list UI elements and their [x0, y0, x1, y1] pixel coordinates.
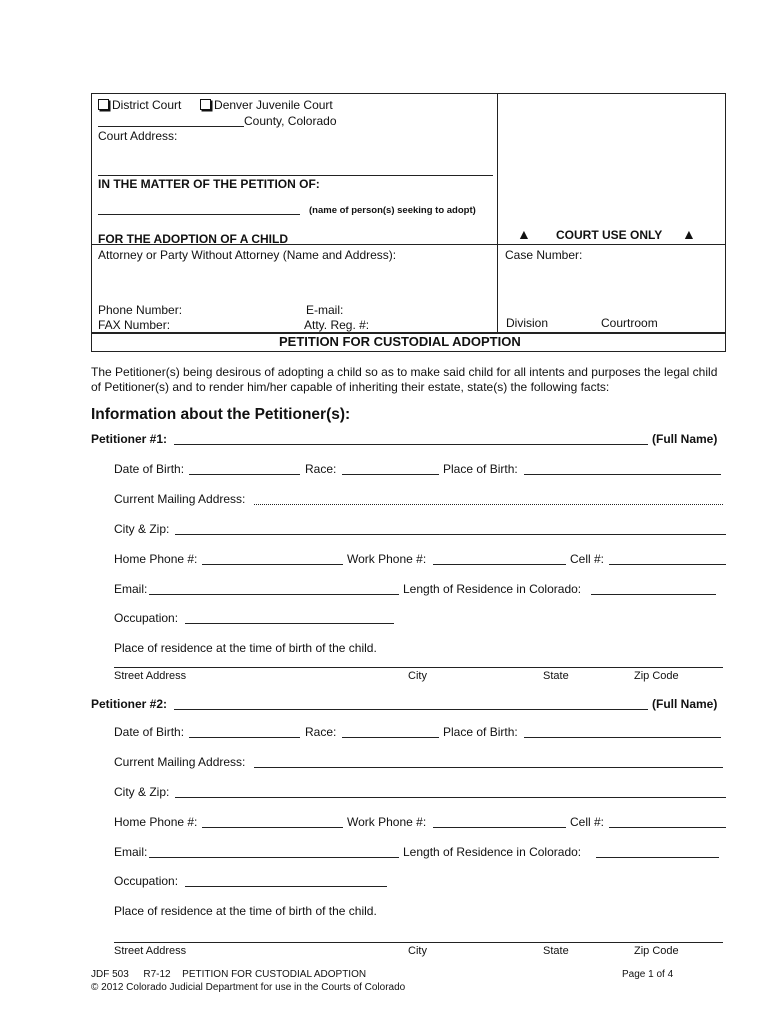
- dob-input[interactable]: [189, 737, 300, 738]
- mailing-input[interactable]: [254, 504, 723, 505]
- full-name-hint: (Full Name): [652, 697, 718, 711]
- place-residence-label: Place of residence at the time of birth of the child.: [114, 641, 377, 655]
- work-phone-input[interactable]: [433, 827, 566, 828]
- occupation-input[interactable]: [185, 886, 387, 887]
- court-address-label: Court Address:: [98, 129, 178, 143]
- petitioner-1-label: Petitioner #1:: [91, 432, 168, 446]
- city-label: City: [408, 945, 427, 957]
- place-residence-label: Place of residence at the time of birth of the child.: [114, 904, 377, 918]
- caption-divider-vertical: [497, 93, 498, 332]
- email-label: Email:: [114, 582, 148, 596]
- email-input[interactable]: [149, 857, 399, 858]
- cell-label: Cell #:: [570, 552, 605, 566]
- cell-label: Cell #:: [570, 815, 605, 829]
- home-phone-input[interactable]: [202, 564, 343, 565]
- occupation-label: Occupation:: [114, 611, 179, 625]
- race-label: Race:: [305, 725, 337, 739]
- court-use-only: COURT USE ONLY: [556, 228, 663, 242]
- occupation-input[interactable]: [185, 623, 394, 624]
- race-label: Race:: [305, 462, 337, 476]
- county-input-line[interactable]: [98, 126, 244, 127]
- pob-input[interactable]: [524, 474, 721, 475]
- street-address-label: Street Address: [114, 945, 187, 957]
- dob-input[interactable]: [189, 474, 300, 475]
- section-title: Information about the Petitioner(s):: [91, 406, 351, 423]
- petitioner-2-label: Petitioner #2:: [91, 697, 168, 711]
- city-zip-label: City & Zip:: [114, 785, 170, 799]
- fax-label: FAX Number:: [98, 318, 171, 332]
- pob-label: Place of Birth:: [443, 462, 518, 476]
- county-label: County, Colorado: [244, 114, 337, 128]
- pob-input[interactable]: [524, 737, 721, 738]
- adoption-of-child: FOR THE ADOPTION OF A CHILD: [98, 232, 288, 246]
- city-zip-input[interactable]: [175, 534, 726, 535]
- city-zip-label: City & Zip:: [114, 522, 170, 536]
- up-triangle-icon: ▲: [517, 226, 531, 242]
- pob-label: Place of Birth:: [443, 725, 518, 739]
- race-input[interactable]: [342, 737, 439, 738]
- dob-label: Date of Birth:: [114, 462, 185, 476]
- street-address-label: Street Address: [114, 670, 187, 682]
- mailing-label: Current Mailing Address:: [114, 755, 246, 769]
- zip-code-label: Zip Code: [634, 670, 679, 682]
- cell-input[interactable]: [609, 564, 726, 565]
- residence-label: Length of Residence in Colorado:: [403, 582, 582, 596]
- work-phone-input[interactable]: [433, 564, 566, 565]
- matter-title: IN THE MATTER OF THE PETITION OF:: [98, 177, 320, 191]
- home-phone-label: Home Phone #:: [114, 552, 198, 566]
- form-id: JDF 503: [91, 969, 129, 980]
- district-court-checkbox[interactable]: [98, 99, 109, 110]
- division-label: Division: [506, 316, 549, 330]
- state-label: State: [543, 670, 569, 682]
- attorney-label: Attorney or Party Without Attorney (Name and Address):: [98, 248, 397, 262]
- residence-input[interactable]: [591, 594, 716, 595]
- petitioner-name-line[interactable]: [98, 214, 300, 215]
- home-phone-label: Home Phone #:: [114, 815, 198, 829]
- email-label: E-mail:: [306, 303, 344, 317]
- intro-paragraph: The Petitioner(s) being desirous of adopting a child so as to make said child for all intents and purposes the legal child of Petitioner(s) and to render him/her capable of inheriting their estate, state(s) the following facts:: [91, 365, 718, 394]
- mailing-input[interactable]: [254, 767, 723, 768]
- page-number: Page 1 of 4: [622, 969, 674, 980]
- work-phone-label: Work Phone #:: [347, 552, 427, 566]
- footer-copyright: © 2012 Colorado Judicial Department for use in the Courts of Colorado: [91, 982, 406, 993]
- case-number-label: Case Number:: [505, 248, 583, 262]
- form-name: PETITION FOR CUSTODIAL ADOPTION: [182, 969, 367, 980]
- up-triangle-icon: ▲: [682, 226, 696, 242]
- name-hint: (name of person(s) seeking to adopt): [309, 205, 476, 216]
- state-label: State: [543, 945, 569, 957]
- city-zip-input[interactable]: [175, 797, 726, 798]
- work-phone-label: Work Phone #:: [347, 815, 427, 829]
- email-input[interactable]: [149, 594, 399, 595]
- district-court-label: District Court: [112, 98, 182, 112]
- form-title: PETITION FOR CUSTODIAL ADOPTION: [279, 334, 521, 349]
- mailing-label: Current Mailing Address:: [114, 492, 246, 506]
- residence-address-input[interactable]: [114, 942, 723, 943]
- city-label: City: [408, 670, 427, 682]
- zip-code-label: Zip Code: [634, 945, 679, 957]
- phone-label: Phone Number:: [98, 303, 183, 317]
- petitioner-2-name-input[interactable]: [174, 709, 648, 710]
- email-label: Email:: [114, 845, 148, 859]
- race-input[interactable]: [342, 474, 439, 475]
- court-address-line[interactable]: [98, 175, 493, 176]
- footer-form-id: [91, 969, 366, 980]
- courtroom-label: Courtroom: [601, 316, 658, 330]
- denver-juvenile-court-label: Denver Juvenile Court: [214, 98, 333, 112]
- home-phone-input[interactable]: [202, 827, 343, 828]
- cell-input[interactable]: [609, 827, 726, 828]
- denver-juvenile-court-checkbox[interactable]: [200, 99, 211, 110]
- dob-label: Date of Birth:: [114, 725, 185, 739]
- form-revision: R7-12: [143, 969, 171, 980]
- residence-label: Length of Residence in Colorado:: [403, 845, 582, 859]
- petitioner-1-name-input[interactable]: [174, 444, 648, 445]
- residence-input[interactable]: [596, 857, 719, 858]
- residence-address-input[interactable]: [114, 667, 723, 668]
- full-name-hint: (Full Name): [652, 432, 718, 446]
- atty-reg-label: Atty. Reg. #:: [304, 318, 370, 332]
- occupation-label: Occupation:: [114, 874, 179, 888]
